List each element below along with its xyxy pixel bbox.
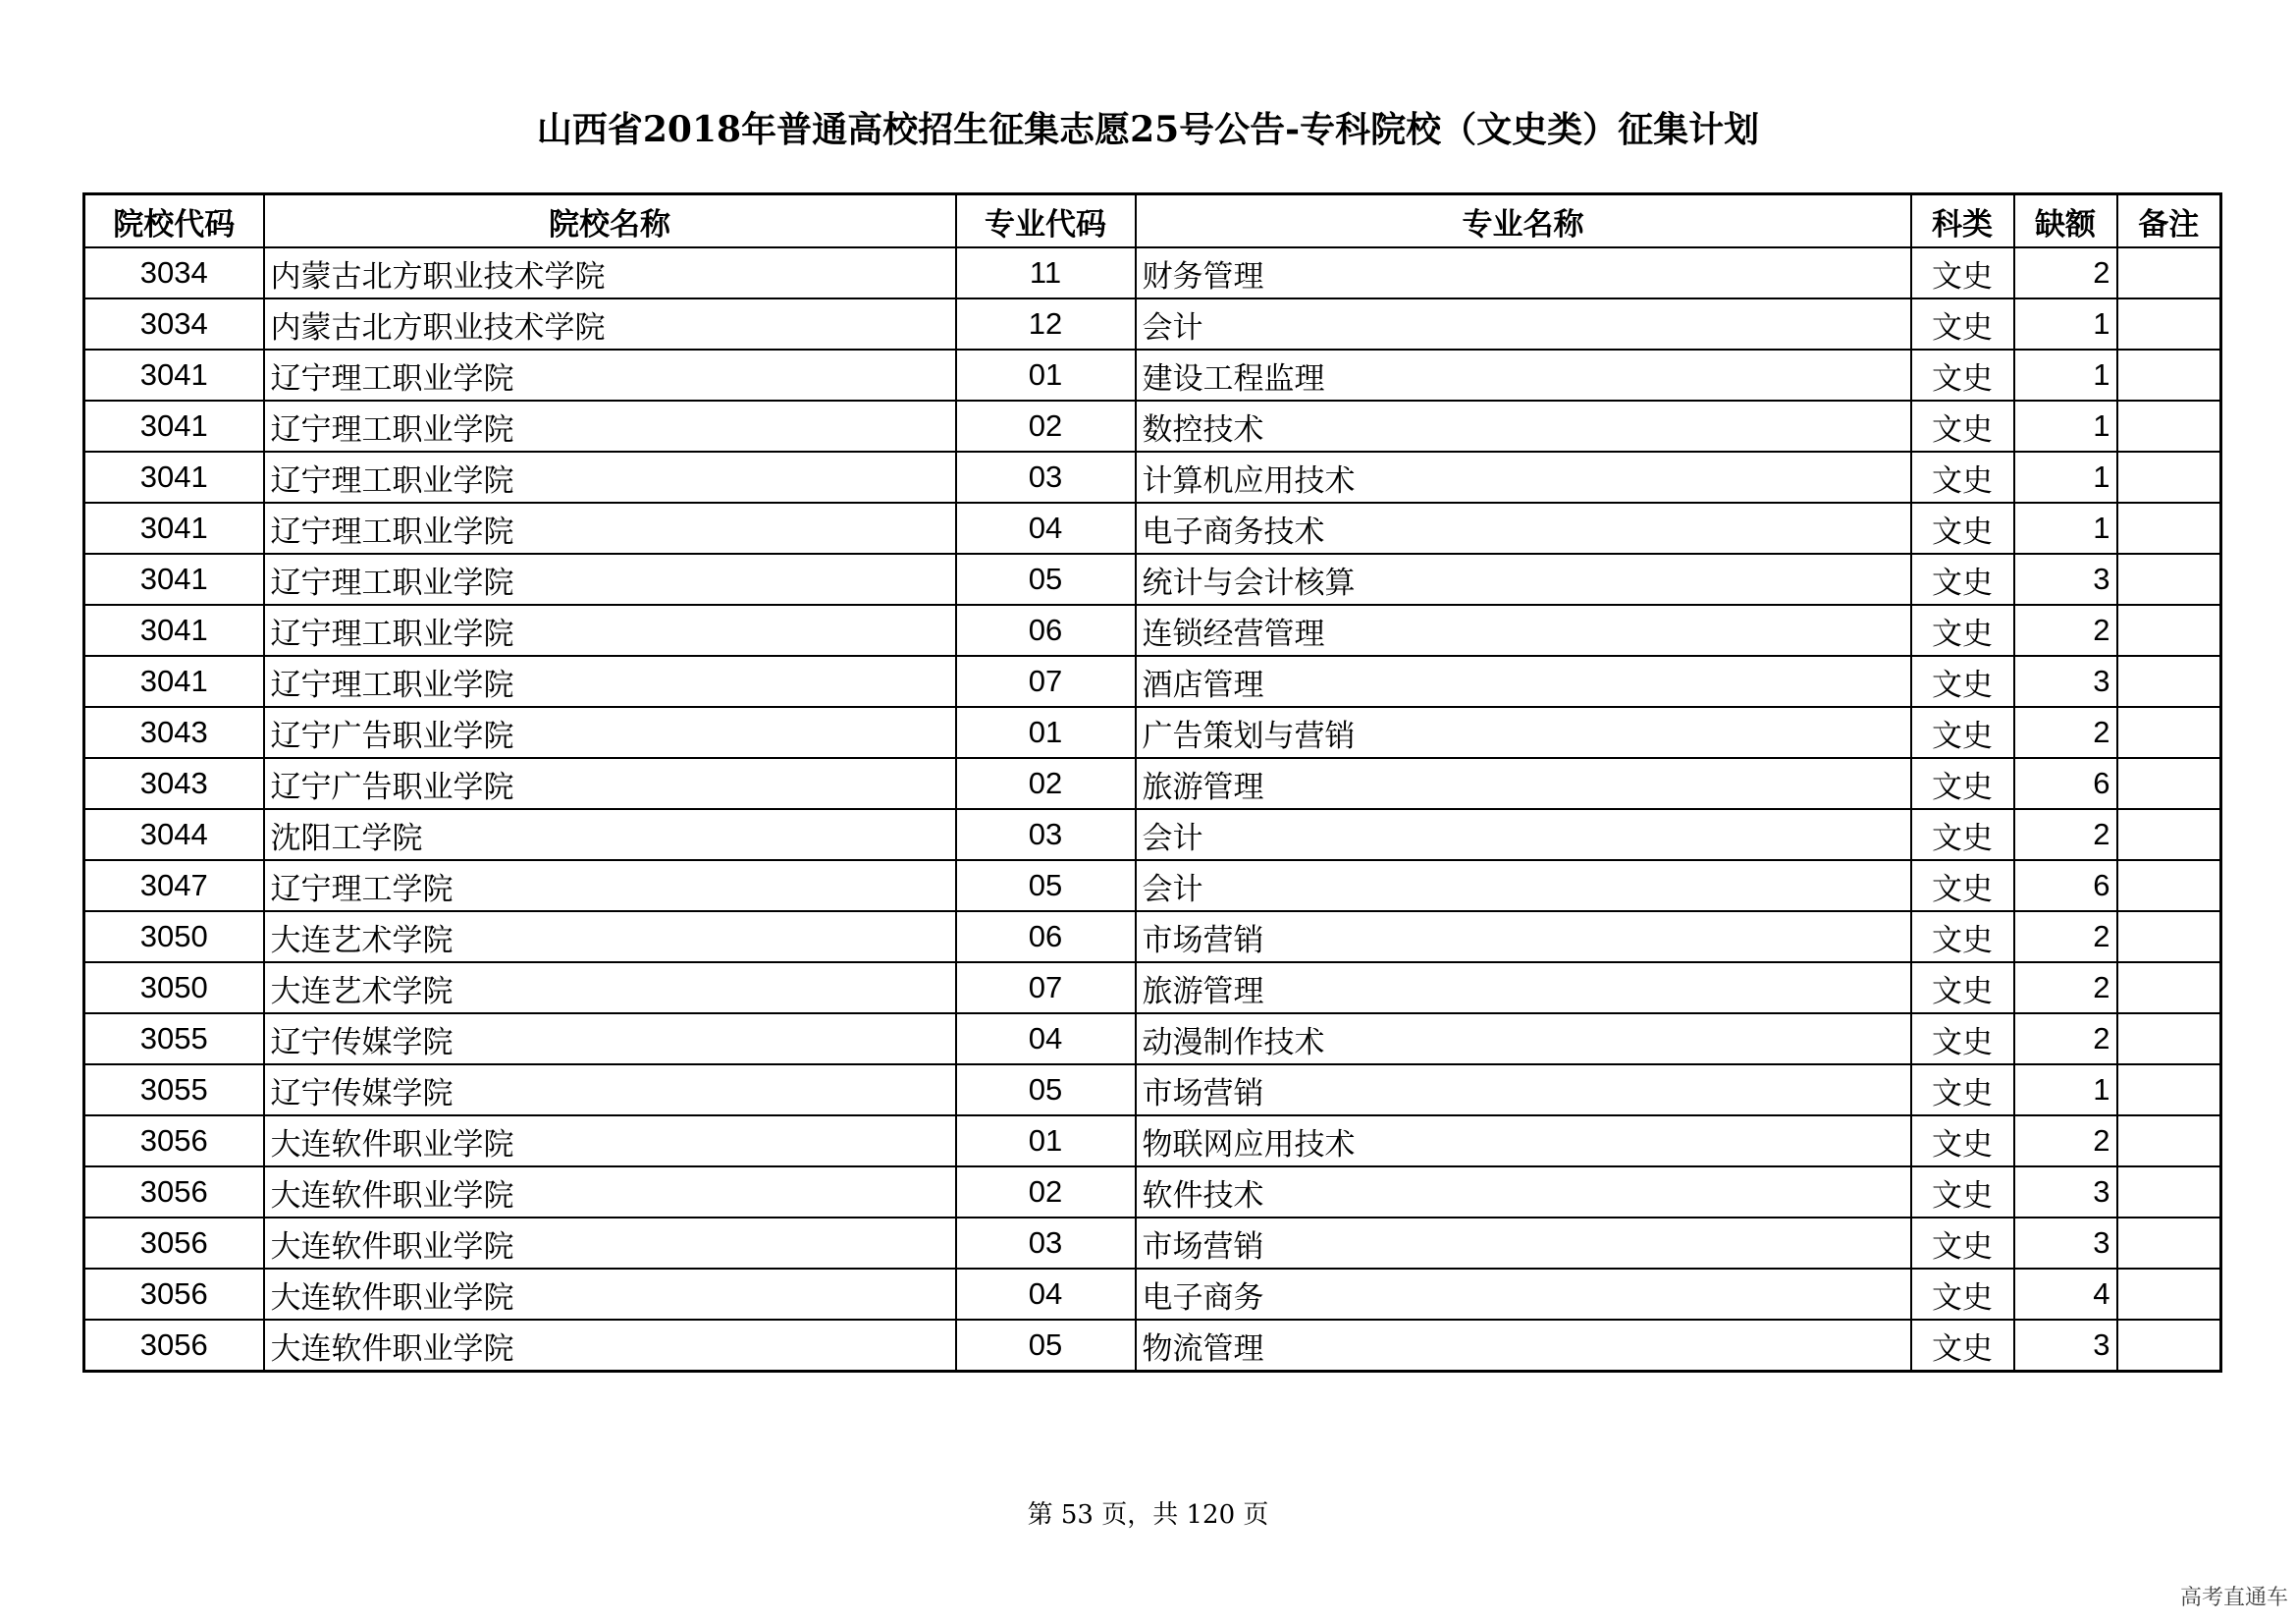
- cell-major-name: 电子商务技术: [1136, 503, 1911, 554]
- cell-category: 文史: [1911, 911, 2014, 962]
- table-row: [84, 1115, 2221, 1166]
- cell-school-name: 内蒙古北方职业技术学院: [264, 247, 956, 298]
- cell-category: 文史: [1911, 605, 2014, 656]
- cell-major-name: 连锁经营管理: [1136, 605, 1911, 656]
- cell-major-code: 02: [956, 1166, 1136, 1218]
- cell-vacancy: 3: [2014, 554, 2117, 605]
- cell-school-name: 辽宁理工职业学院: [264, 605, 956, 656]
- cell-vacancy: 1: [2014, 401, 2117, 452]
- cell-school-name: 辽宁理工学院: [264, 860, 956, 911]
- table-row: [84, 554, 2221, 605]
- table-row: [84, 1166, 2221, 1218]
- cell-major-code: 05: [956, 554, 1136, 605]
- cell-category: 文史: [1911, 298, 2014, 350]
- cell-vacancy: 3: [2014, 1218, 2117, 1269]
- cell-major-code: 04: [956, 1269, 1136, 1320]
- cell-school-code: 3041: [84, 401, 264, 452]
- cell-note: [2117, 247, 2221, 298]
- cell-school-name: 辽宁理工职业学院: [264, 554, 956, 605]
- cell-major-name: 旅游管理: [1136, 758, 1911, 809]
- cell-vacancy: 2: [2014, 911, 2117, 962]
- cell-school-name: 沈阳工学院: [264, 809, 956, 860]
- cell-major-name: 财务管理: [1136, 247, 1911, 298]
- cell-category: 文史: [1911, 401, 2014, 452]
- cell-major-code: 03: [956, 1218, 1136, 1269]
- table-header-row: [84, 194, 2221, 248]
- cell-major-code: 02: [956, 758, 1136, 809]
- cell-major-name: 软件技术: [1136, 1166, 1911, 1218]
- header-note: 备注: [2117, 194, 2221, 248]
- cell-major-name: 计算机应用技术: [1136, 452, 1911, 503]
- header-vacancy: 缺额: [2014, 194, 2117, 248]
- cell-vacancy: 2: [2014, 707, 2117, 758]
- cell-major-code: 11: [956, 247, 1136, 298]
- cell-category: 文史: [1911, 707, 2014, 758]
- cell-school-name: 大连软件职业学院: [264, 1269, 956, 1320]
- cell-major-name: 市场营销: [1136, 1064, 1911, 1115]
- table-row: [84, 1064, 2221, 1115]
- cell-note: [2117, 707, 2221, 758]
- table-row: [84, 656, 2221, 707]
- cell-note: [2117, 1013, 2221, 1064]
- table-row: [84, 1218, 2221, 1269]
- cell-major-code: 04: [956, 503, 1136, 554]
- cell-category: 文史: [1911, 350, 2014, 401]
- cell-note: [2117, 911, 2221, 962]
- cell-major-code: 03: [956, 809, 1136, 860]
- cell-vacancy: 2: [2014, 1013, 2117, 1064]
- table-row: [84, 962, 2221, 1013]
- cell-major-code: 01: [956, 350, 1136, 401]
- cell-category: 文史: [1911, 860, 2014, 911]
- cell-school-code: 3047: [84, 860, 264, 911]
- cell-school-code: 3055: [84, 1013, 264, 1064]
- cell-category: 文史: [1911, 1269, 2014, 1320]
- cell-vacancy: 1: [2014, 452, 2117, 503]
- cell-school-name: 大连艺术学院: [264, 911, 956, 962]
- header-school-code: 院校代码: [84, 194, 264, 248]
- cell-vacancy: 3: [2014, 656, 2117, 707]
- header-category: 科类: [1911, 194, 2014, 248]
- cell-school-code: 3056: [84, 1269, 264, 1320]
- cell-category: 文史: [1911, 656, 2014, 707]
- cell-school-code: 3041: [84, 656, 264, 707]
- cell-note: [2117, 452, 2221, 503]
- cell-major-name: 电子商务: [1136, 1269, 1911, 1320]
- cell-school-code: 3041: [84, 554, 264, 605]
- cell-major-code: 06: [956, 911, 1136, 962]
- cell-category: 文史: [1911, 503, 2014, 554]
- cell-major-name: 会计: [1136, 809, 1911, 860]
- cell-major-code: 02: [956, 401, 1136, 452]
- cell-school-name: 大连软件职业学院: [264, 1166, 956, 1218]
- table-row: [84, 247, 2221, 298]
- cell-major-code: 05: [956, 1064, 1136, 1115]
- cell-note: [2117, 860, 2221, 911]
- cell-category: 文史: [1911, 1320, 2014, 1372]
- table-row: [84, 1013, 2221, 1064]
- cell-school-code: 3056: [84, 1218, 264, 1269]
- cell-school-code: 3055: [84, 1064, 264, 1115]
- cell-school-code: 3041: [84, 503, 264, 554]
- cell-note: [2117, 758, 2221, 809]
- cell-major-name: 建设工程监理: [1136, 350, 1911, 401]
- cell-major-name: 动漫制作技术: [1136, 1013, 1911, 1064]
- cell-category: 文史: [1911, 1013, 2014, 1064]
- cell-major-code: 03: [956, 452, 1136, 503]
- cell-major-name: 会计: [1136, 298, 1911, 350]
- cell-major-name: 市场营销: [1136, 1218, 1911, 1269]
- cell-note: [2117, 401, 2221, 452]
- cell-category: 文史: [1911, 809, 2014, 860]
- cell-category: 文史: [1911, 247, 2014, 298]
- cell-major-name: 统计与会计核算: [1136, 554, 1911, 605]
- cell-school-name: 辽宁理工职业学院: [264, 350, 956, 401]
- cell-note: [2117, 809, 2221, 860]
- cell-category: 文史: [1911, 962, 2014, 1013]
- cell-vacancy: 3: [2014, 1320, 2117, 1372]
- cell-vacancy: 1: [2014, 350, 2117, 401]
- cell-school-name: 大连软件职业学院: [264, 1115, 956, 1166]
- cell-note: [2117, 1269, 2221, 1320]
- cell-school-name: 辽宁传媒学院: [264, 1013, 956, 1064]
- cell-school-code: 3043: [84, 758, 264, 809]
- header-major-code: 专业代码: [956, 194, 1136, 248]
- cell-school-name: 辽宁理工职业学院: [264, 452, 956, 503]
- cell-note: [2117, 1320, 2221, 1372]
- cell-major-code: 01: [956, 707, 1136, 758]
- cell-major-name: 数控技术: [1136, 401, 1911, 452]
- cell-vacancy: 2: [2014, 1115, 2117, 1166]
- cell-school-name: 大连艺术学院: [264, 962, 956, 1013]
- cell-major-code: 04: [956, 1013, 1136, 1064]
- cell-major-name: 物联网应用技术: [1136, 1115, 1911, 1166]
- table-row: [84, 298, 2221, 350]
- cell-vacancy: 2: [2014, 247, 2117, 298]
- cell-school-code: 3041: [84, 452, 264, 503]
- cell-major-name: 酒店管理: [1136, 656, 1911, 707]
- cell-category: 文史: [1911, 1166, 2014, 1218]
- cell-vacancy: 4: [2014, 1269, 2117, 1320]
- cell-note: [2117, 605, 2221, 656]
- table-row: [84, 809, 2221, 860]
- header-school-name: 院校名称: [264, 194, 956, 248]
- table-row: [84, 911, 2221, 962]
- cell-school-code: 3044: [84, 809, 264, 860]
- table-row: [84, 503, 2221, 554]
- table-body: [84, 247, 2221, 1372]
- cell-category: 文史: [1911, 452, 2014, 503]
- cell-vacancy: 2: [2014, 962, 2117, 1013]
- cell-major-code: 01: [956, 1115, 1136, 1166]
- cell-major-code: 07: [956, 656, 1136, 707]
- cell-note: [2117, 1115, 2221, 1166]
- header-major-name: 专业名称: [1136, 194, 1911, 248]
- cell-note: [2117, 350, 2221, 401]
- cell-major-code: 07: [956, 962, 1136, 1013]
- cell-note: [2117, 962, 2221, 1013]
- cell-note: [2117, 1064, 2221, 1115]
- cell-note: [2117, 1218, 2221, 1269]
- cell-major-name: 会计: [1136, 860, 1911, 911]
- cell-note: [2117, 1166, 2221, 1218]
- cell-major-code: 05: [956, 1320, 1136, 1372]
- table-row: [84, 860, 2221, 911]
- table-row: [84, 452, 2221, 503]
- cell-vacancy: 2: [2014, 809, 2117, 860]
- cell-major-code: 06: [956, 605, 1136, 656]
- cell-school-name: 内蒙古北方职业技术学院: [264, 298, 956, 350]
- cell-major-name: 市场营销: [1136, 911, 1911, 962]
- table-row: [84, 350, 2221, 401]
- cell-school-code: 3056: [84, 1320, 264, 1372]
- cell-school-name: 大连软件职业学院: [264, 1218, 956, 1269]
- cell-school-code: 3034: [84, 247, 264, 298]
- cell-note: [2117, 503, 2221, 554]
- cell-school-code: 3050: [84, 962, 264, 1013]
- cell-note: [2117, 656, 2221, 707]
- cell-school-code: 3056: [84, 1115, 264, 1166]
- cell-major-name: 物流管理: [1136, 1320, 1911, 1372]
- cell-school-code: 3050: [84, 911, 264, 962]
- page-footer: 第 53 页，共 120 页: [1027, 1500, 1269, 1530]
- cell-vacancy: 3: [2014, 1166, 2117, 1218]
- cell-major-name: 广告策划与营销: [1136, 707, 1911, 758]
- cell-school-name: 辽宁理工职业学院: [264, 401, 956, 452]
- table-row: [84, 707, 2221, 758]
- cell-school-code: 3041: [84, 605, 264, 656]
- cell-category: 文史: [1911, 1115, 2014, 1166]
- cell-vacancy: 6: [2014, 758, 2117, 809]
- cell-category: 文史: [1911, 1064, 2014, 1115]
- cell-school-name: 大连软件职业学院: [264, 1320, 956, 1372]
- cell-vacancy: 1: [2014, 298, 2117, 350]
- cell-school-name: 辽宁传媒学院: [264, 1064, 956, 1115]
- cell-school-name: 辽宁广告职业学院: [264, 707, 956, 758]
- cell-note: [2117, 554, 2221, 605]
- cell-school-code: 3041: [84, 350, 264, 401]
- cell-note: [2117, 298, 2221, 350]
- cell-vacancy: 1: [2014, 503, 2117, 554]
- table-row: [84, 1269, 2221, 1320]
- enrollment-plan-table: [82, 192, 2222, 1373]
- cell-school-name: 辽宁广告职业学院: [264, 758, 956, 809]
- cell-major-code: 12: [956, 298, 1136, 350]
- cell-vacancy: 1: [2014, 1064, 2117, 1115]
- cell-vacancy: 6: [2014, 860, 2117, 911]
- cell-school-code: 3034: [84, 298, 264, 350]
- cell-major-code: 05: [956, 860, 1136, 911]
- cell-category: 文史: [1911, 758, 2014, 809]
- cell-school-code: 3056: [84, 1166, 264, 1218]
- watermark: 高考直通车: [2179, 1586, 2288, 1610]
- cell-school-code: 3043: [84, 707, 264, 758]
- table-row: [84, 401, 2221, 452]
- table-row: [84, 605, 2221, 656]
- table-row: [84, 758, 2221, 809]
- cell-school-name: 辽宁理工职业学院: [264, 656, 956, 707]
- cell-category: 文史: [1911, 1218, 2014, 1269]
- page-title: 山西省2018年普通高校招生征集志愿25号公告-专科院校（文史类）征集计划: [536, 109, 1760, 150]
- cell-school-name: 辽宁理工职业学院: [264, 503, 956, 554]
- cell-vacancy: 2: [2014, 605, 2117, 656]
- cell-category: 文史: [1911, 554, 2014, 605]
- table-row: [84, 1320, 2221, 1372]
- cell-major-name: 旅游管理: [1136, 962, 1911, 1013]
